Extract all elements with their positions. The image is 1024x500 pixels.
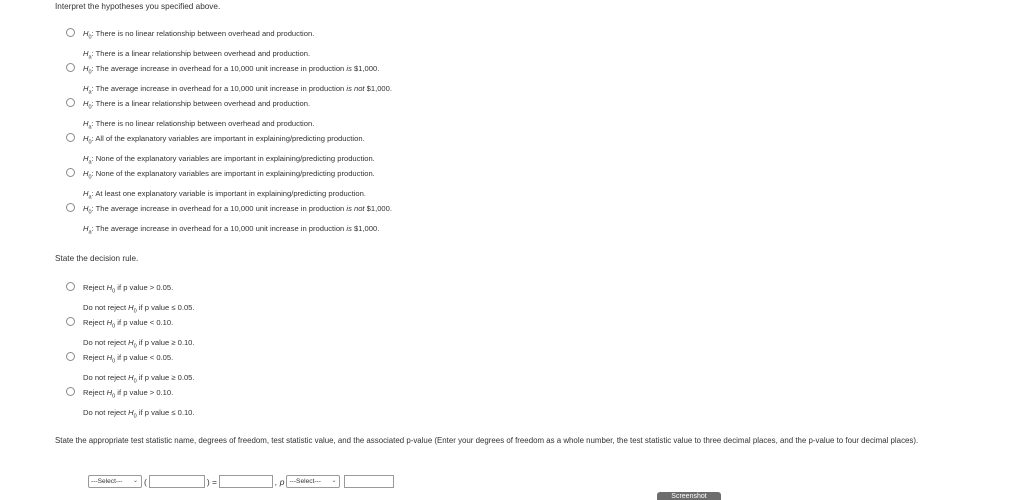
radio-button[interactable] [66, 63, 75, 72]
hypothesis-option-4[interactable]: $H_0$: All of the explanatory variables are important in explaining/predicting production. $H_a$: None of the explanatory variables are important in explaining/predicting production. [66, 131, 766, 155]
hypothesis-option-6[interactable]: $H_0$: The average increase in overhead for a 10,000 unit increase in production is not $1,000. $H_a$: The average increase in overhead for a 10,000 unit increase in production is $1,000. [66, 201, 766, 225]
test-statistic-input[interactable] [219, 475, 273, 488]
decision-option-1[interactable]: Reject $H_0$ if p value > 0.05. Do not reject $H_0$ if p value ≤ 0.05. [66, 280, 466, 304]
hypothesis-option-3[interactable]: $H_0$: There is a linear relationship between overhead and production. $H_a$: There is no linear relationship between overhead and production. [66, 96, 766, 120]
degrees-of-freedom-input[interactable] [149, 475, 205, 488]
radio-button[interactable] [66, 387, 75, 396]
screenshot-button[interactable]: Screenshot [657, 492, 721, 500]
hypotheses-prompt: Interpret the hypotheses you specified above. [55, 2, 221, 11]
decision-option-3[interactable]: Reject $H_0$ if p value < 0.05. Do not reject $H_0$ if p value ≥ 0.05. [66, 350, 466, 374]
radio-button[interactable] [66, 98, 75, 107]
chevron-down-icon: ⌄ [331, 478, 337, 484]
radio-button[interactable] [66, 203, 75, 212]
open-paren: ( [144, 476, 147, 487]
radio-button[interactable] [66, 28, 75, 37]
radio-button[interactable] [66, 168, 75, 177]
test-statistic-select[interactable]: ---Select--- ⌄ [88, 475, 142, 488]
hypothesis-option-5[interactable]: $H_0$: None of the explanatory variables are important in explaining/predicting production. $H_a$: At least one explanatory variable is important in explaining/predicting production. [66, 166, 766, 190]
hypothesis-option-1[interactable]: $H_0$: There is no linear relationship between overhead and production. $H_a$: There is a linear relationship between overhead and production. [66, 26, 766, 50]
chevron-down-icon: ⌄ [132, 478, 139, 484]
radio-button[interactable] [66, 282, 75, 291]
radio-button[interactable] [66, 352, 75, 361]
p-value-select[interactable]: ---Select--- ⌄ [286, 475, 340, 488]
answer-row [88, 475, 394, 488]
radio-button[interactable] [66, 133, 75, 142]
p-value-input[interactable] [344, 475, 394, 488]
p-label: , p [275, 476, 285, 487]
hypothesis-option-2[interactable]: $H_0$: The average increase in overhead for a 10,000 unit increase in production is $1,000. $H_a$: The average increase in overhead for a 10,000 unit increase in production is not $1,000. [66, 61, 766, 85]
hypotheses-options [66, 26, 766, 236]
decision-option-2[interactable]: Reject $H_0$ if p value < 0.10. Do not reject $H_0$ if p value ≥ 0.10. [66, 315, 466, 339]
test-statistic-instructions: State the appropriate test statistic name, degrees of freedom, test statistic value, and the associated p-value (Enter your degrees of freedom as a whole number, the test statistic value to three decimal places, and the p-value to four decimal places). [55, 436, 919, 445]
decision-option-4[interactable]: Reject $H_0$ if p value > 0.10. Do not reject $H_0$ if p value ≤ 0.10. [66, 385, 466, 409]
decision-rule-options [66, 280, 466, 420]
radio-button[interactable] [66, 317, 75, 326]
decision-rule-prompt: State the decision rule. [55, 254, 139, 263]
equals-sign: ) = [206, 476, 217, 487]
